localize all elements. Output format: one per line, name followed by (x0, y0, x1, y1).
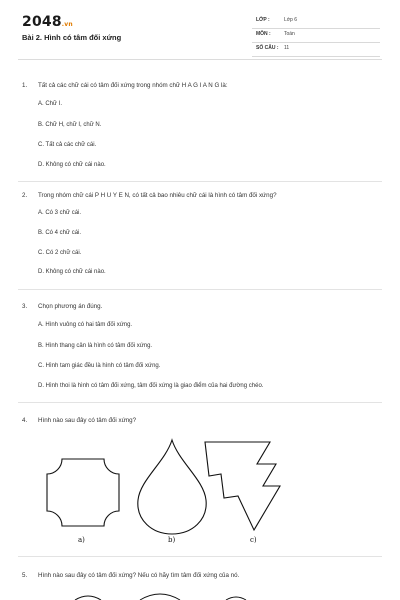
question-5-number: 5. (22, 572, 28, 579)
meta-count-value: 11 (284, 45, 290, 51)
meta-subject-value: Toán (284, 31, 295, 37)
question-2-number: 2. (22, 192, 28, 199)
question-2-option-b[interactable]: B. Có 4 chữ cái. (38, 230, 82, 236)
question-3-option-b[interactable]: B. Hình thang cân là hình có tâm đối xứng. (38, 343, 153, 349)
question-1-option-b[interactable]: B. Chữ H, chữ I, chữ N. (38, 122, 102, 128)
question-2-option-a[interactable]: A. Có 3 chữ cái. (38, 210, 82, 216)
question-1-option-d[interactable]: D. Không có chữ cái nào. (38, 162, 106, 168)
question-3-number: 3. (22, 303, 28, 310)
question-3-option-d[interactable]: D. Hình thoi là hình có tâm đối xứng, tâm đối xứng là giao điểm của hai đường chéo. (38, 383, 264, 389)
question-3-option-a[interactable]: A. Hình vuông có hai tâm đối xứng. (38, 322, 133, 328)
question-5-text: Hình nào sau đây có tâm đối xứng? Nếu có hãy tìm tâm đối xứng của nó. (38, 572, 240, 579)
meta-class-key: LỚP : (256, 17, 270, 23)
question-3-text: Chọn phương án đúng. (38, 303, 103, 310)
question-2-text: Trong nhóm chữ cái P H U Y E N, có tất cả bao nhiêu chữ cái là hình có tâm đối xứng? (38, 192, 277, 199)
figure-a-label: a) (78, 536, 85, 544)
figure-b-label: b) (168, 536, 176, 544)
question-2-option-d[interactable]: D. Không có chữ cái nào. (38, 269, 106, 275)
question-1-option-a[interactable]: A. Chữ I. (38, 101, 63, 107)
question-1-number: 1. (22, 82, 28, 89)
question-1-text: Tất cả các chữ cái có tâm đối xứng trong nhóm chữ H A G I A N G là: (38, 82, 228, 89)
meta-count-key: SỐ CÂU : (256, 45, 279, 51)
logo-text: 2048 (22, 14, 62, 30)
figure-c-label: c) (250, 536, 257, 544)
meta-class-value: Lớp 6 (284, 17, 298, 23)
question-1-option-c[interactable]: C. Tất cả các chữ cái. (38, 142, 97, 148)
question-2-option-c[interactable]: C. Có 2 chữ cái. (38, 250, 82, 256)
question-4-text: Hình nào sau đây có tâm đối xứng? (38, 417, 137, 424)
question-3-option-c[interactable]: C. Hình tam giác đều là hình có tâm đối xứng. (38, 363, 161, 369)
meta-subject-key: MÔN : (256, 31, 271, 37)
question-4-number: 4. (22, 417, 28, 424)
lesson-title: Bài 2. Hình có tâm đối xứng (22, 33, 122, 42)
logo-suffix: .vn (61, 21, 73, 28)
